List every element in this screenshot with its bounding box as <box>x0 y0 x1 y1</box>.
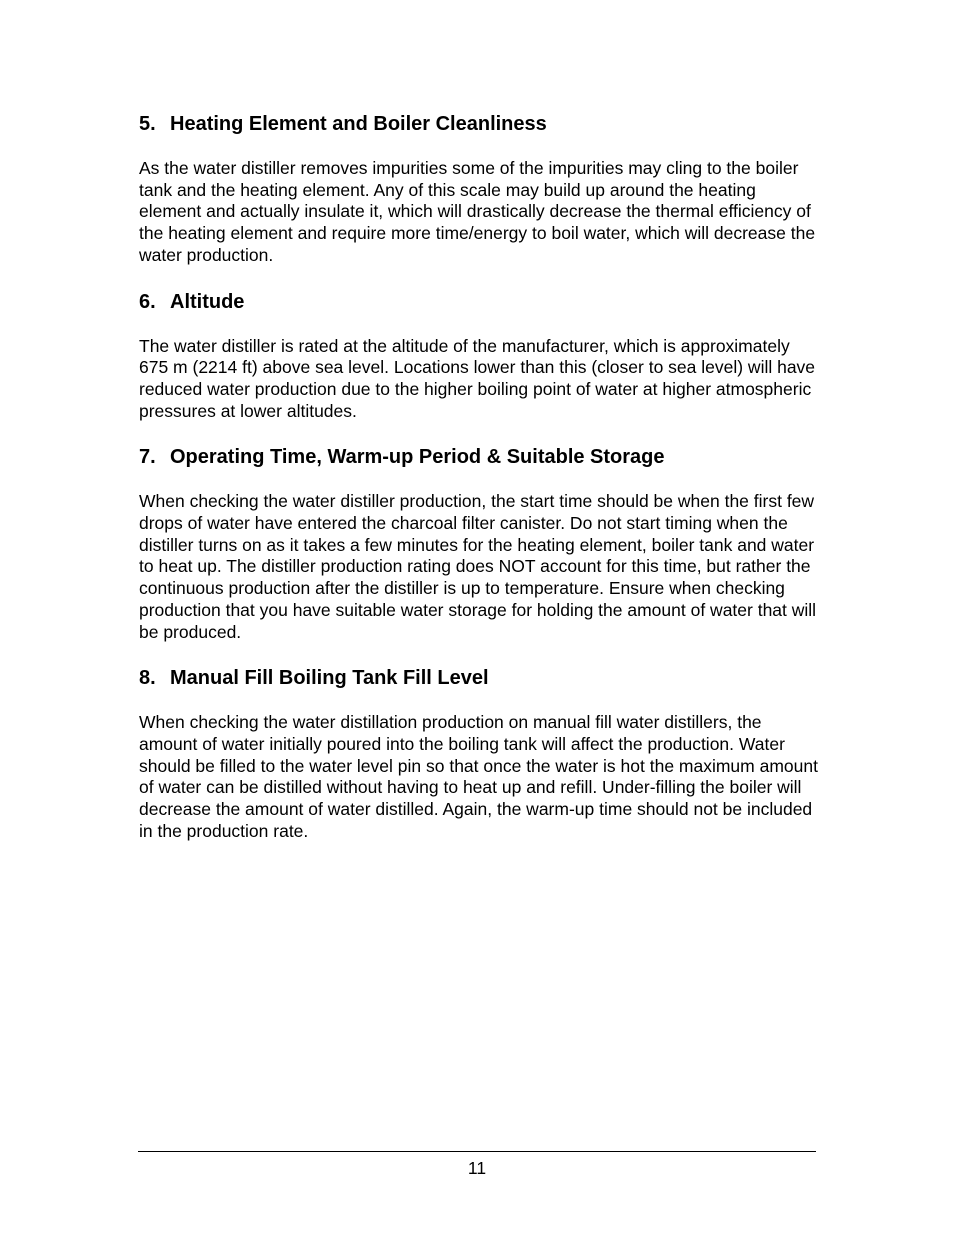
section-heading <box>139 444 819 470</box>
section-number: 7. <box>139 446 156 469</box>
section-number: 6. <box>139 290 156 313</box>
section-altitude <box>139 289 819 423</box>
section-operating-time <box>139 444 819 643</box>
section-paragraph: The water distiller is rated at the altitude of the manufacturer, which is approximately 675 m (2214 ft) above sea level. Locations lower than this (closer to sea level) will have reduced water production due to the higher boiling point of water at higher atmospheric pressures at lower altitudes. <box>139 335 816 421</box>
section-heading <box>139 665 819 691</box>
section-manual-fill <box>139 665 819 842</box>
section-paragraph: As the water distiller removes impurities some of the impurities may cling to the boiler tank and the heating element. Any of this scale may build up around the heating element and actually insulate it, which will drastically decrease the thermal efficiency of the heating element and require more time/energy to boil water, which will decrease the water production. <box>139 158 816 265</box>
section-title: Heating Element and Boiler Cleanliness <box>170 113 547 135</box>
section-number: 8. <box>139 667 156 690</box>
section-heating-element <box>139 111 819 267</box>
page-content <box>139 111 819 842</box>
section-paragraph: When checking the water distiller production, the start time should be when the first few drops of water have entered the charcoal filter canister. Do not start timing when the distiller turns on as it takes a few minutes for the heating element, boiler tank and water to heat up. The distiller production rating does NOT account for this time, but rather the continuous production after the distiller is up to temperature. Ensure when checking production that you have suitable water storage for holding the amount of water that will be produced. <box>139 491 817 642</box>
section-title: Operating Time, Warm-up Period & Suitable Storage <box>170 446 665 469</box>
footer-divider <box>138 1151 816 1152</box>
section-title: Altitude <box>170 290 245 313</box>
page-number: 11 <box>467 1158 487 1178</box>
section-heading <box>139 111 819 137</box>
section-title: Manual Fill Boiling Tank Fill Level <box>170 667 489 690</box>
section-number: 5. <box>139 113 156 135</box>
section-heading <box>139 289 819 315</box>
section-paragraph: When checking the water distillation production on manual fill water distillers, the amount of water initially poured into the boiling tank will affect the production. Water should be filled to the water level pin so that once the water is hot the maximum amount of water can be distilled without having to heat up and refill. Under-filling the boiler will decrease the amount of water distilled. Again, the warm-up time should not be included in the production rate. <box>139 712 818 841</box>
